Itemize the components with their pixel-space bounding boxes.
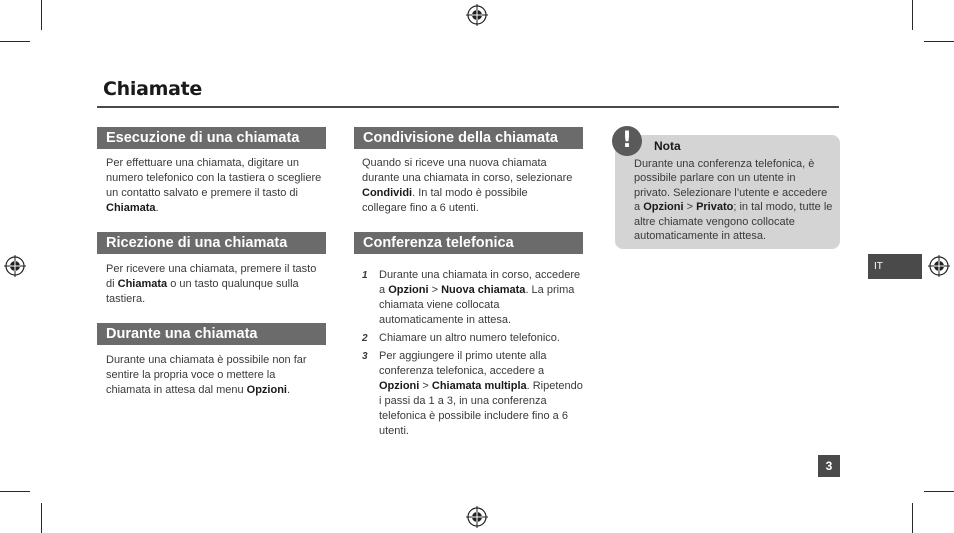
body-text: . <box>286 384 291 396</box>
bold-term: Chiamata <box>117 278 168 290</box>
page-number: 3 <box>818 455 840 477</box>
body-text: . In tal modo è possibile collegare fino a 6 utenti. <box>362 187 528 214</box>
crop-mark <box>0 41 30 42</box>
body-text: Durante una chiamata in corso, accedere a <box>379 269 581 296</box>
bold-term: Opzioni <box>643 201 684 214</box>
exclamation-icon: ! <box>612 126 642 156</box>
body-text: ; in tal modo, tutte le altre chiamate vengono collocate automaticamente in attesa. <box>634 201 833 243</box>
body-text: . <box>155 202 159 214</box>
section-body-condivisione <box>362 156 574 216</box>
registration-mark-icon <box>466 506 488 528</box>
registration-mark-icon <box>4 255 26 277</box>
section-body-durante <box>106 353 321 398</box>
body-text: Per effettuare una chiamata, digitare un numero telefonico con la tastiera o scegliere un contatto salvato e premere il tasto di <box>106 157 322 199</box>
bold-term: Condividi <box>362 187 413 199</box>
body-text: . La prima chiamata viene collocata automaticamente in attesa. <box>379 284 575 326</box>
list-item <box>362 331 584 346</box>
crop-mark <box>924 491 954 492</box>
body-text: . Ripetendo i passi da 1 a 3, in una conferenza telefonica è possibile includere fino a 6 utenti. <box>379 380 583 437</box>
note-title: Nota <box>654 139 681 153</box>
section-heading-esecuzione: Esecuzione di una chiamata <box>97 127 326 149</box>
list-item <box>362 349 584 439</box>
body-text: Chiamare un altro numero telefonico. <box>379 332 560 344</box>
bold-term: Privato <box>696 201 734 214</box>
bold-term: Opzioni <box>379 380 420 392</box>
crop-mark <box>41 503 42 533</box>
menu-separator: > <box>428 284 442 296</box>
step-number: 1 <box>362 270 368 281</box>
note-text <box>634 157 834 243</box>
menu-separator: > <box>419 380 432 392</box>
crop-mark <box>912 503 913 533</box>
crop-mark <box>912 0 913 30</box>
body-text: Durante una conferenza telefonica, è possibile parlare con un utente in privato. Selezionare l’utente e accedere a <box>634 158 828 214</box>
body-text: Per ricevere una chiamata, premere il tasto di <box>106 263 317 290</box>
body-text: Quando si riceve una nuova chiamata durante una chiamata in corso, selezionare <box>362 157 573 184</box>
language-tab: IT <box>868 254 922 279</box>
section-body-ricezione <box>106 262 326 307</box>
step-number: 2 <box>362 333 368 344</box>
bold-term: Chiamata <box>106 202 156 214</box>
crop-mark <box>41 0 42 30</box>
section-heading-condivisione: Condivisione della chiamata <box>354 127 583 149</box>
registration-mark-icon <box>466 4 488 26</box>
crop-mark <box>0 491 30 492</box>
section-heading-durante: Durante una chiamata <box>97 323 326 345</box>
page-title: Chiamate <box>103 78 202 100</box>
section-heading-ricezione: Ricezione di una chiamata <box>97 232 326 254</box>
title-divider <box>97 106 839 108</box>
step-number: 3 <box>362 351 368 362</box>
bold-term: Opzioni <box>246 384 287 396</box>
body-text: o un tasto qualunque sulla tastiera. <box>106 278 299 305</box>
body-text: Durante una chiamata è possibile non far sentire la propria voce o mettere la chiamata in attesa dal menu <box>106 354 307 396</box>
conference-steps-list <box>362 268 584 442</box>
crop-mark <box>924 41 954 42</box>
menu-separator: > <box>683 201 697 214</box>
section-heading-conferenza: Conferenza telefonica <box>354 232 583 254</box>
bold-term: Opzioni <box>388 284 429 296</box>
registration-mark-icon <box>928 255 950 277</box>
body-text: Per aggiungere il primo utente alla conferenza telefonica, accedere a <box>379 350 547 377</box>
bold-term: Chiamata multipla <box>431 380 527 392</box>
section-body-esecuzione <box>106 156 326 216</box>
list-item <box>362 268 584 328</box>
bold-term: Nuova chiamata <box>441 284 526 296</box>
